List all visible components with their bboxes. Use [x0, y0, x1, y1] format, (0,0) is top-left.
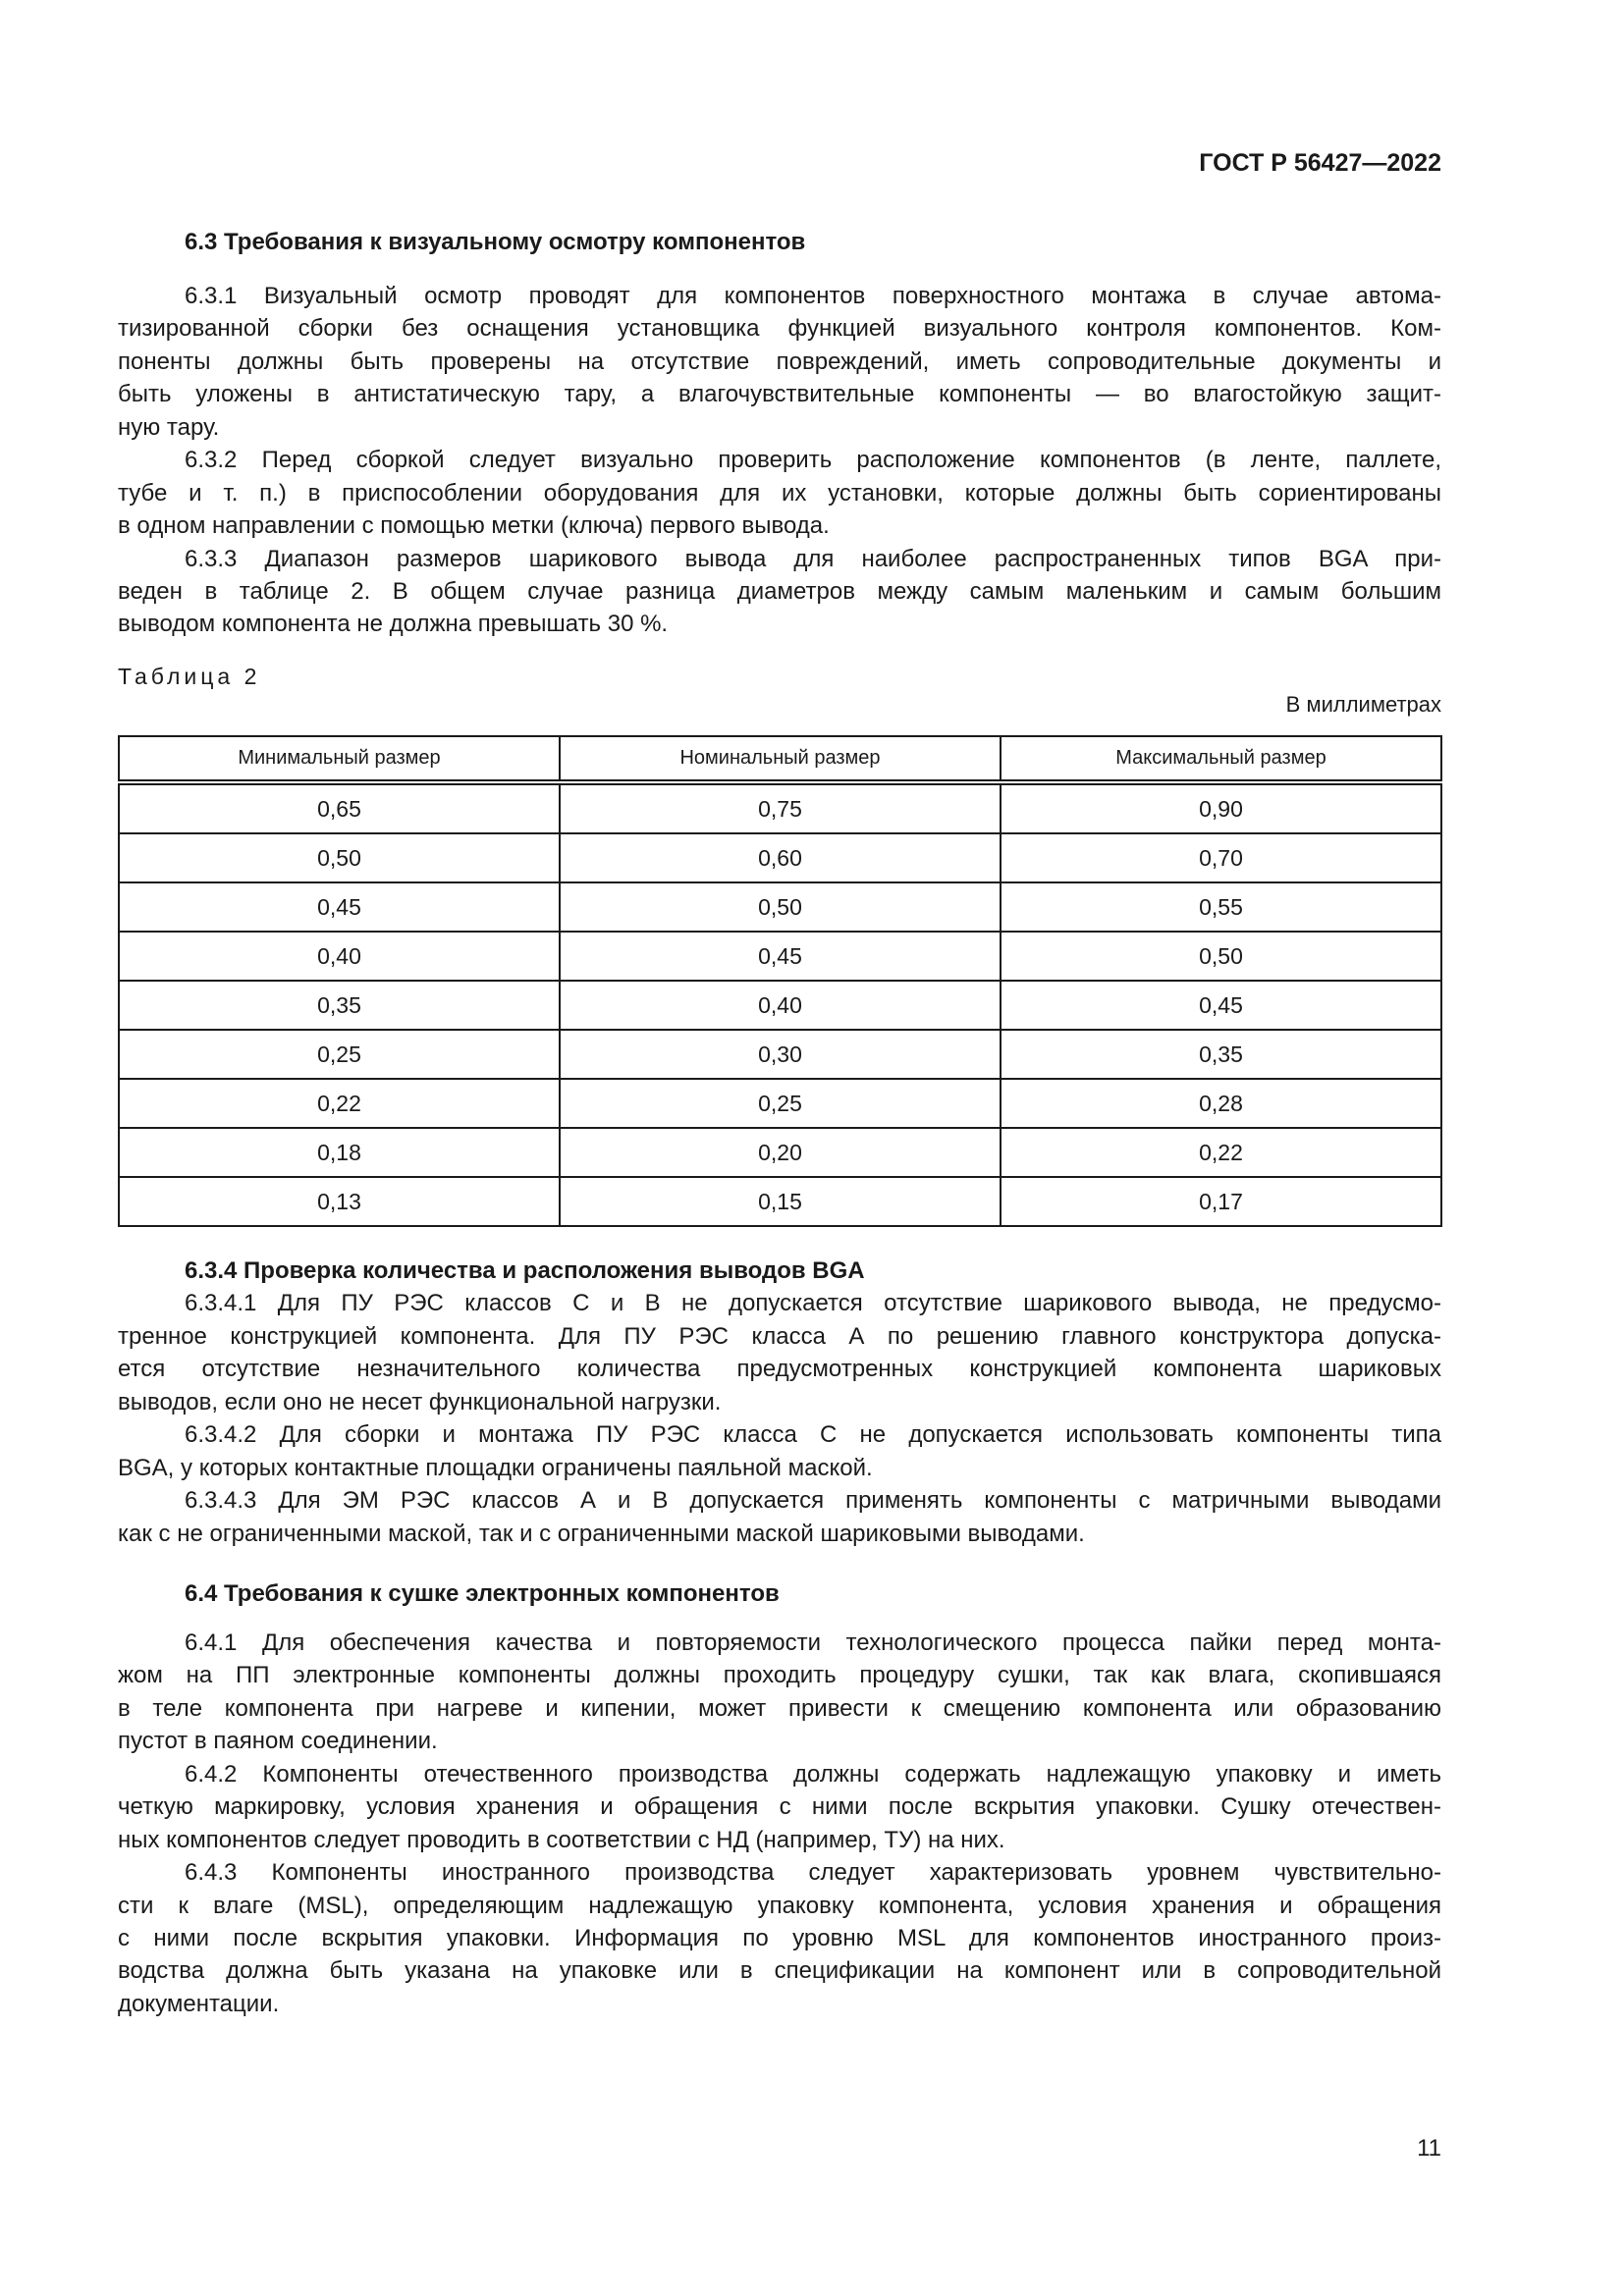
column-header-min: Минимальный размер [119, 736, 560, 782]
paragraph-line: в теле компонента при нагреве и кипении, может привести к смещению компонента или образованию [118, 1694, 1441, 1722]
table-caption: Таблица 2 [118, 664, 261, 689]
table-row [119, 981, 1441, 1030]
cell-nominal: 0,75 [560, 782, 1001, 833]
paragraph-line: 6.3.4.3 Для ЭМ РЭС классов А и В допускается применять компоненты с матричными выводами [185, 1487, 1441, 1515]
paragraph-line: 6.3.4.2 Для сборки и монтажа ПУ РЭС класса С не допускается использовать компоненты типа [185, 1421, 1441, 1449]
cell-nominal: 0,60 [560, 833, 1001, 882]
paragraph-line: 6.4.1 Для обеспечения качества и повторяемости технологического процесса пайки перед монта- [185, 1629, 1441, 1656]
paragraph-line: тизированной сборки без оснащения установщика функцией визуального контроля компонентов. Ком- [118, 315, 1441, 343]
cell-max: 0,70 [1001, 833, 1441, 882]
cell-min: 0,25 [119, 1030, 560, 1079]
cell-nominal: 0,30 [560, 1030, 1001, 1079]
cell-max: 0,50 [1001, 932, 1441, 981]
paragraph-line: тренное конструкцией компонента. Для ПУ РЭС класса А по решению главного конструктора допуска- [118, 1322, 1441, 1350]
section-6-4-heading [118, 1577, 1441, 1610]
paragraph-line: 6.3.2 Перед сборкой следует визуально проверить расположение компонентов (в ленте, паллете, [185, 447, 1441, 474]
table-row [119, 1128, 1441, 1177]
cell-min: 0,65 [119, 782, 560, 833]
paragraph-line: 6.4.2 Компоненты отечественного производства должны содержать надлежащую упаковку и иметь [185, 1760, 1441, 1788]
table-row [119, 882, 1441, 932]
cell-max: 0,45 [1001, 981, 1441, 1030]
page-number: 11 [1417, 2135, 1441, 2162]
paragraph-line: ется отсутствие незначительного количества предусмотренных конструкцией компонента шариковых [118, 1356, 1441, 1383]
section-heading: 6.3.4 Проверка количества и расположения выводов BGA [185, 1257, 865, 1284]
paragraph-line: выводом компонента не должна превышать 30 %. [118, 611, 669, 638]
paragraph-line: BGA, у которых контактные площадки ограничены паяльной маской. [118, 1454, 873, 1481]
table-row [119, 932, 1441, 981]
cell-min: 0,18 [119, 1128, 560, 1177]
section-heading: 6.4 Требования к сушке электронных компонентов [185, 1580, 780, 1607]
table-row [119, 782, 1441, 833]
cell-max: 0,28 [1001, 1079, 1441, 1128]
paragraph-line: сти к влаге (MSL), определяющим надлежащую упаковку компонента, условия хранения и обращения [118, 1892, 1441, 1919]
cell-nominal: 0,25 [560, 1079, 1001, 1128]
paragraph-line: ную тару. [118, 413, 220, 441]
paragraph-line: выводов, если оно не несет функциональной нагрузки. [118, 1388, 722, 1415]
table-row [119, 833, 1441, 882]
paragraph-line: как с не ограниченными маской, так и с ограниченными маской шариковыми выводами. [118, 1520, 1085, 1547]
paragraph-line: 6.4.3 Компоненты иностранного производства следует характеризовать уровнем чувствительно- [185, 1859, 1441, 1887]
cell-nominal: 0,40 [560, 981, 1001, 1030]
cell-nominal: 0,20 [560, 1128, 1001, 1177]
section-6-3-body [118, 280, 1441, 641]
cell-min: 0,35 [119, 981, 560, 1030]
cell-min: 0,40 [119, 932, 560, 981]
paragraph-line: документации. [118, 1990, 280, 2017]
cell-min: 0,45 [119, 882, 560, 932]
paragraph-line: четкую маркировку, условия хранения и обращения с ними после вскрытия упаковки. Сушку отечествен- [118, 1793, 1441, 1821]
paragraph-line: с ними после вскрытия упаковки. Информация по уровню MSL для компонентов иностранного произ- [118, 1924, 1441, 1951]
document-code-header: ГОСТ Р 56427—2022 [1199, 149, 1441, 177]
paragraph-line: пустот в паяном соединении. [118, 1728, 438, 1755]
ball-size-table [118, 735, 1442, 1227]
cell-max: 0,90 [1001, 782, 1441, 833]
paragraph-line: 6.3.3 Диапазон размеров шарикового вывода для наиболее распространенных типов BGA при- [185, 545, 1441, 572]
paragraph-line: 6.3.1 Визуальный осмотр проводят для компонентов поверхностного монтажа в случае автома- [185, 283, 1441, 309]
paragraph-line: ных компонентов следует проводить в соответствии с НД (например, ТУ) на них. [118, 1826, 1005, 1853]
cell-max: 0,17 [1001, 1177, 1441, 1226]
section-6-3-heading [118, 226, 1441, 258]
cell-max: 0,55 [1001, 882, 1441, 932]
table-row [119, 1030, 1441, 1079]
table-row [119, 1177, 1441, 1226]
cell-max: 0,35 [1001, 1030, 1441, 1079]
paragraph-line: веден в таблице 2. В общем случае разница диаметров между самым маленьким и самым большим [118, 577, 1441, 605]
cell-min: 0,13 [119, 1177, 560, 1226]
paragraph-line: жом на ПП электронные компоненты должны проходить процедуру сушки, так как влага, скопившаяся [118, 1662, 1441, 1689]
column-header-nominal: Номинальный размер [560, 736, 1001, 782]
section-heading: 6.3 Требования к визуальному осмотру компонентов [185, 229, 806, 255]
cell-max: 0,22 [1001, 1128, 1441, 1177]
section-6-4-body [118, 1627, 1441, 2020]
cell-nominal: 0,45 [560, 932, 1001, 981]
paragraph-line: поненты должны быть проверены на отсутствие повреждений, иметь сопроводительные документы и [118, 347, 1441, 375]
table-unit-note: В миллиметрах [1285, 692, 1441, 717]
cell-nominal: 0,15 [560, 1177, 1001, 1226]
cell-min: 0,22 [119, 1079, 560, 1128]
table-header-row [119, 736, 1441, 782]
paragraph-line: 6.3.4.1 Для ПУ РЭС классов С и В не допускается отсутствие шарикового вывода, не предусмо- [185, 1290, 1441, 1317]
cell-nominal: 0,50 [560, 882, 1001, 932]
section-6-3-4 [118, 1255, 1441, 1550]
table-row [119, 1079, 1441, 1128]
paragraph-line: водства должна быть указана на упаковке или в спецификации на компонент или в сопроводительной [118, 1957, 1441, 1985]
paragraph-line: быть уложены в антистатическую тару, а влагочувствительные компоненты — во влагостойкую защит- [118, 381, 1441, 408]
column-header-max: Максимальный размер [1001, 736, 1441, 782]
cell-min: 0,50 [119, 833, 560, 882]
paragraph-line: тубе и т. п.) в приспособлении оборудования для их установки, которые должны быть сориентированы [118, 479, 1441, 507]
paragraph-line: в одном направлении с помощью метки (ключа) первого вывода. [118, 512, 830, 540]
